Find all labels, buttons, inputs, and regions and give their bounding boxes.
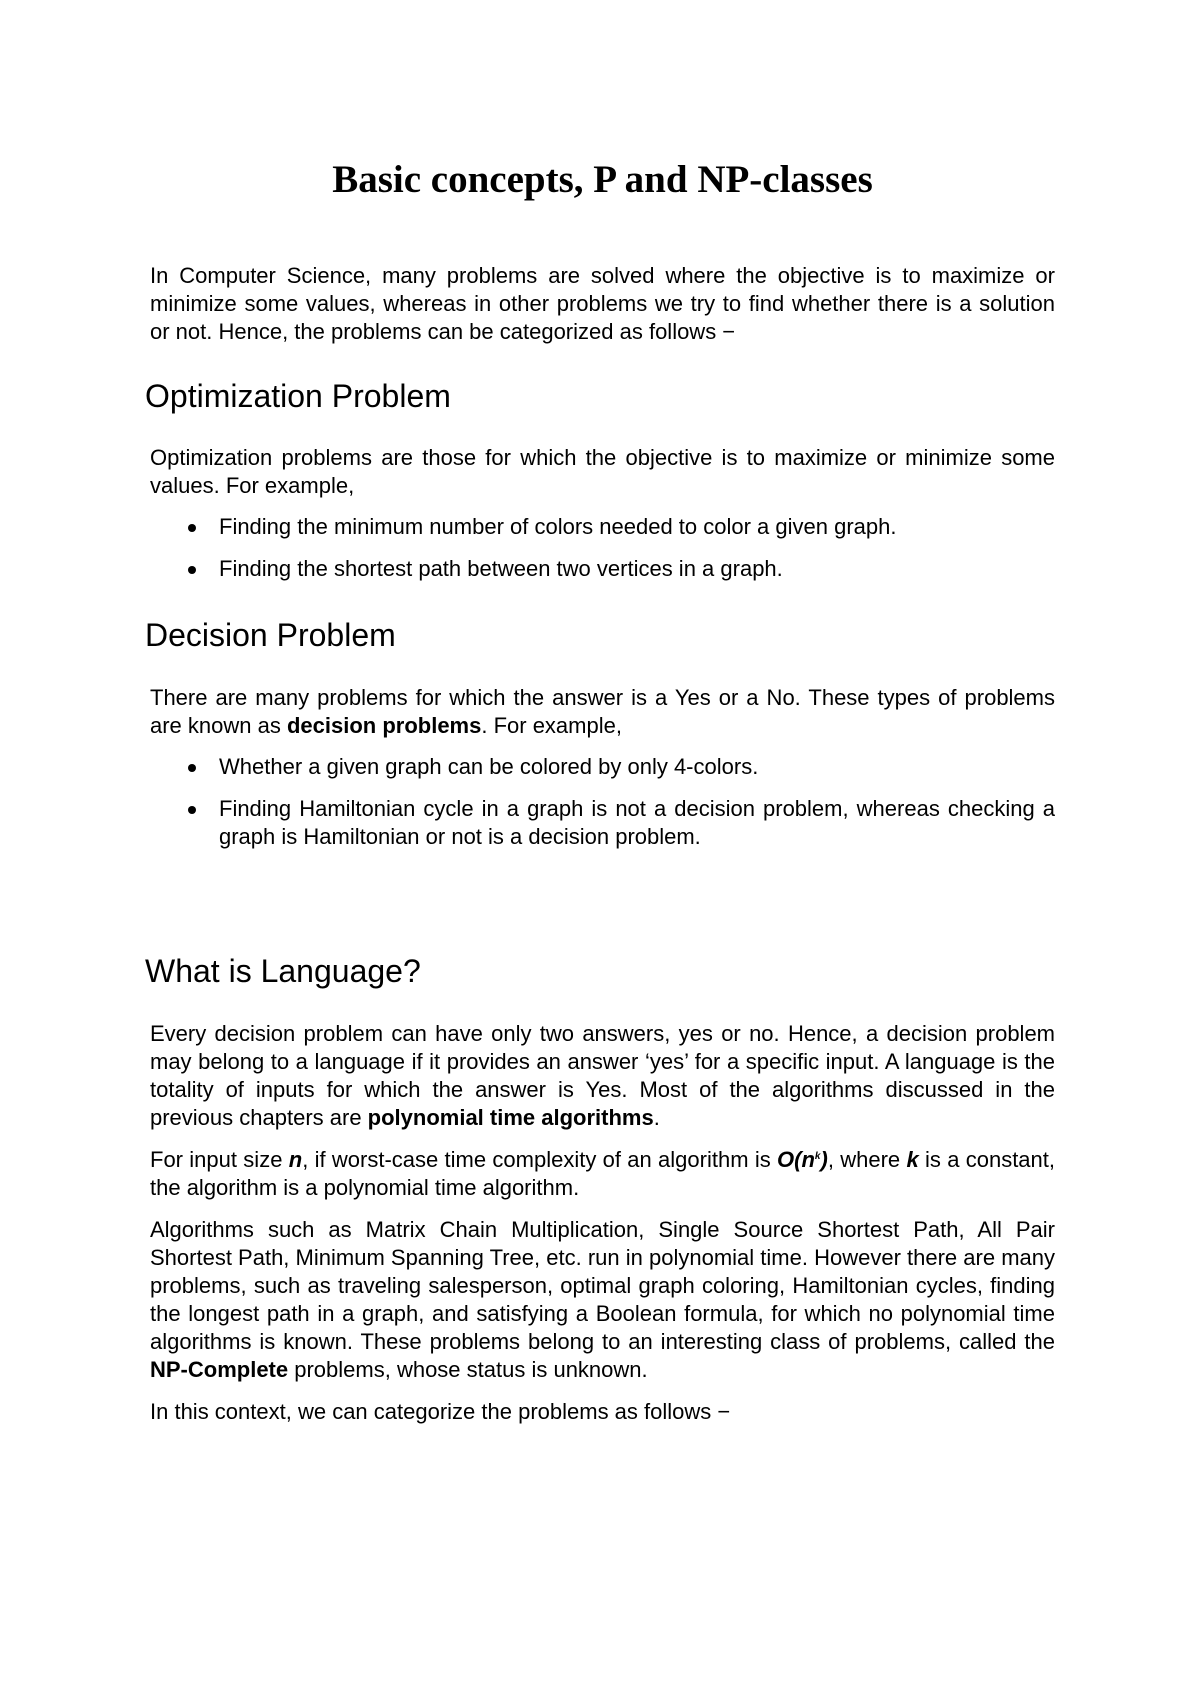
language-heading: What is Language? — [145, 953, 421, 989]
decision-list — [150, 753, 1055, 851]
bullet-icon — [188, 566, 196, 574]
big-o-notation: $O(n^k)$ — [777, 1147, 828, 1172]
intro-section — [150, 262, 1055, 346]
optimization-list — [150, 513, 1055, 583]
list-item: Finding the shortest path between two vertices in a graph. — [150, 555, 1055, 583]
language-section — [150, 1020, 1055, 1426]
bullet-icon — [188, 524, 196, 532]
decision-problems-term: decision problems — [286, 713, 482, 738]
optimization-paragraph: Optimization problems are those for which the objective is to maximize or minimize some values. For example, — [150, 445, 1055, 498]
decision-heading: Decision Problem — [145, 617, 396, 653]
polynomial-time-term: polynomial time algorithms — [367, 1105, 654, 1130]
optimization-heading: Optimization Problem — [145, 378, 451, 414]
np-complete-term: NP-Complete — [150, 1357, 289, 1382]
language-paragraph-4: In this context, we can categorize the problems as follows − — [150, 1399, 731, 1424]
bullet-icon — [188, 764, 196, 772]
list-item: Finding Hamiltonian cycle in a graph is not a decision problem, whereas checking a graph is Hamiltonian or not is a decision problem. — [150, 795, 1055, 851]
bullet-icon — [188, 806, 196, 814]
optimization-section — [150, 444, 1055, 583]
language-paragraph-2: For input size n, if worst-case time complexity of an algorithm is $O(n^k)$, where k is a constant, the algorithm is a polynomial time algorithm. — [150, 1147, 1056, 1200]
intro-paragraph: In Computer Science, many problems are solved where the objective is to maximize or minimize some values, whereas in other problems we try to find whether there is a solution or not. Hence, the problems can be categorized as follows − — [150, 263, 1055, 344]
list-item: Finding the minimum number of colors needed to color a given graph. — [150, 513, 1055, 541]
list-item: Whether a given graph can be colored by only 4-colors. — [150, 753, 1055, 781]
language-paragraph-3: Algorithms such as Matrix Chain Multiplication, Single Source Shortest Path, All Pair Shortest Path, Minimum Spanning Tree, etc. run in polynomial time. However there are many problems, such as traveling salesperson, optimal graph coloring, Hamiltonian cycles, finding the longest path in a graph, and satisfying a Boolean formula, for which no polynomial time algorithms is known. These problems belong to an interesting class of problems, called the NP-Complete problems, whose status is unknown. — [150, 1217, 1055, 1382]
decision-section — [150, 684, 1055, 851]
decision-paragraph: There are many problems for which the answer is a Yes or a No. These types of problems are known as decision problems. For example, — [150, 685, 1055, 738]
language-paragraph-1: Every decision problem can have only two answers, yes or no. Hence, a decision problem may belong to a language if it provides an answer ‘yes’ for a specific input. A language is the totality of inputs for which the answer is Yes. Most of the algorithms discussed in the previous chapters are polynomial time algorithms. — [150, 1021, 1055, 1130]
page-title: Basic concepts, P and NP-classes — [332, 158, 873, 201]
